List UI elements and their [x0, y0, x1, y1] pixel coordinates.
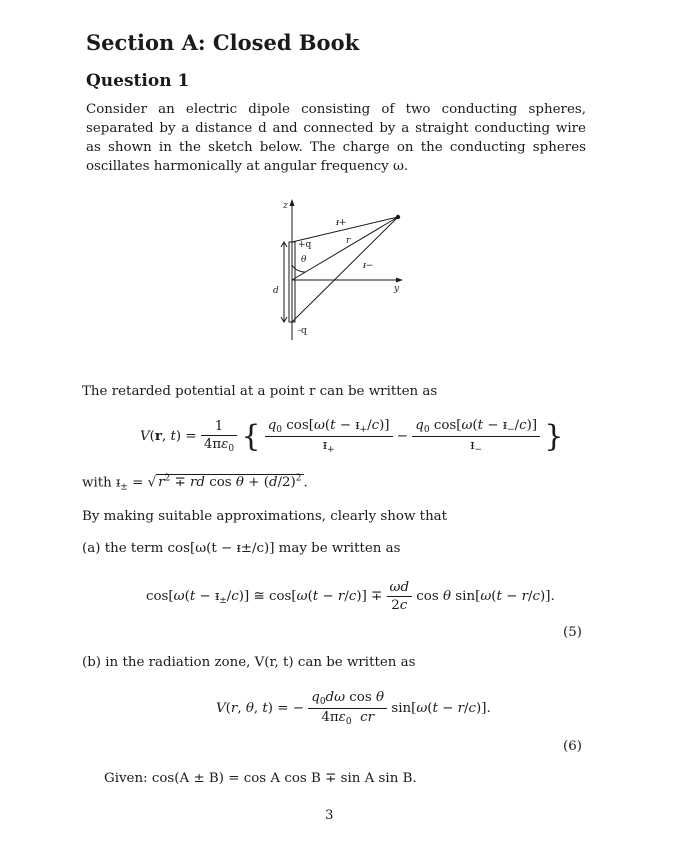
intro-paragraph: Consider an electric dipole consisting of two conducting spheres, separated by a distance d and connected by a straight conducting wire as shown in the sketch below. The charge on the conducting spheres oscillates harmonically at angular frequency ω.: [86, 102, 586, 174]
minus-q-label: -q: [298, 326, 307, 336]
given-identity: Given: cos(A ± B) = cos A cos B ∓ sin A sin B.: [104, 771, 417, 786]
r-minus-line: [292, 217, 398, 322]
z-axis-arrow: [290, 199, 295, 206]
part-a-marks: (5): [563, 625, 582, 640]
part-a-equation: cos[ω(t − ᵻ$_\pm$/c)] ≅ cos[ω(t − r/c)] ∓ $\frac{\omega d}{2c}$ cos θ sin[ω(t − r/c)].: [146, 580, 555, 613]
with-label: with: [82, 475, 112, 491]
theta-label: θ: [301, 255, 307, 265]
plus-q-label: +q: [298, 240, 312, 250]
retarded-potential-equation: V(r, t) = $\frac{1}{4\pi\varepsilon_0}$ { $\frac{q_0 \cos[\omega(t - ᵻ_+/c)]}{ᵻ_+}$ − $\frac{q_0 \cos[\omega(t - ᵻ_-/c)]}{ᵻ_-}$ }: [140, 418, 564, 455]
part-b-text: (b) in the radiation zone, V(r, t) can be written as: [82, 655, 416, 670]
with-clause: with ᵻ$_\pm$ = √ $r^2$ ∓ rd $\cos \theta + (d/2)^2$ .: [82, 474, 308, 493]
dipole-diagram: [270, 195, 420, 350]
approx-intro: By making suitable approximations, clearly show that: [82, 509, 448, 524]
part-a-text: (a) the term cos[ω(t − ᵻ±/c)] may be written as: [82, 541, 401, 556]
page-number: 3: [325, 808, 334, 823]
r-label: r: [346, 236, 351, 246]
d-label: d: [273, 286, 279, 296]
y-axis-arrow: [396, 278, 403, 283]
section-title: Section A: Closed Book: [86, 30, 360, 55]
field-point: [396, 215, 400, 219]
theta-arc: [292, 265, 305, 272]
part-b-marks: (6): [563, 739, 582, 754]
r-plus-label: ᵻ+: [336, 218, 347, 228]
z-axis-label: z: [283, 201, 288, 211]
y-axis-label: y: [394, 284, 400, 294]
question-title: Question 1: [86, 71, 190, 91]
r-minus-label: ᵻ−: [363, 261, 374, 271]
part-b-equation: V(r, θ, t) = − $\frac{q_0d\omega \cos \theta}{4\pi\varepsilon_0 cr}$ sin[ω(t − r/c)].: [216, 690, 491, 727]
retarded-intro: The retarded potential at a point r can be written as: [82, 384, 438, 399]
